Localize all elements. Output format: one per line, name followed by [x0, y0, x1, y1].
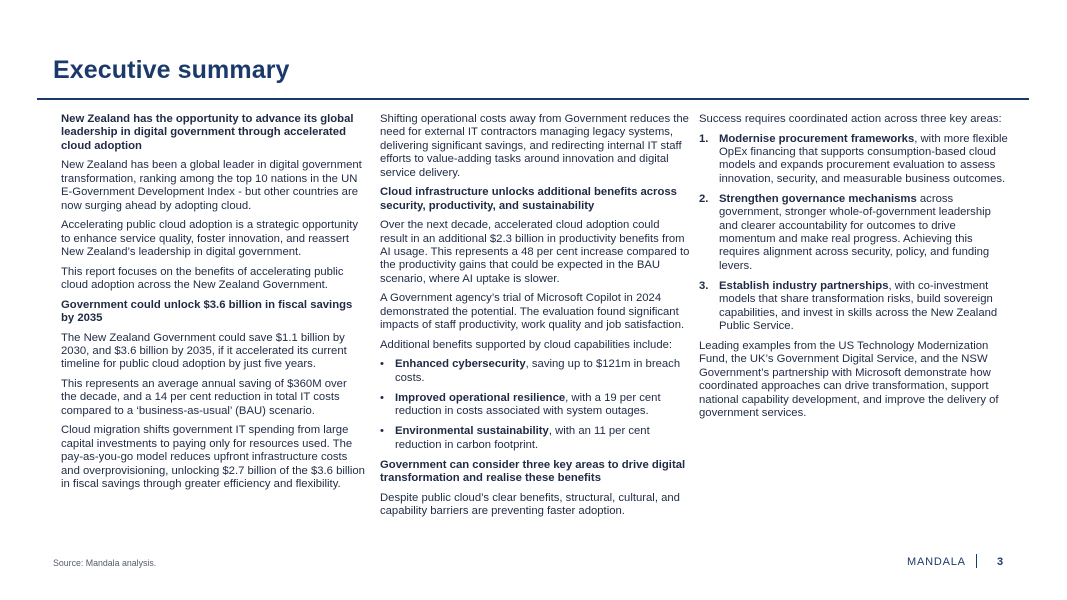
paragraph: This represents an average annual saving of $360M over the decade, and a 14 per cent reduction in total IT costs compared to a ‘business-as-usual’ (BAU) scenario.	[61, 378, 347, 417]
bullet-icon: •	[380, 391, 384, 404]
list-item	[699, 193, 1008, 273]
list-item-bold: Enhanced cybersecurity	[395, 358, 526, 371]
paragraph: Additional benefits supported by cloud capabilities include:	[380, 338, 673, 351]
list-item-text: , saving up to $121m in breach costs.	[395, 358, 681, 384]
bullet-icon: •	[380, 425, 384, 438]
list-item-number: 3.	[699, 279, 709, 292]
list-item-number: 2.	[699, 192, 709, 205]
list-item	[699, 133, 1008, 187]
title-divider	[37, 98, 1029, 100]
paragraph: This report focuses on the benefits of accelerating public cloud adoption across the New Zealand Government.	[61, 265, 344, 292]
section-heading: New Zealand has the opportunity to advance its global leadership in digital government through accelerated cloud adoption	[61, 113, 354, 152]
footer-divider	[976, 554, 977, 568]
benefits-list	[380, 358, 690, 452]
list-item-number: 1.	[699, 132, 709, 145]
paragraph: Leading examples from the US Technology Modernization Fund, the UK’s Government Digital Service, and the NSW Government’s partnership with Microsoft demonstrate how coordinated approaches can drive transformation, support national capability development, and improve the delivery of government services.	[699, 340, 999, 420]
paragraph: The New Zealand Government could save $1.1 billion by 2030, and $3.6 billion by 2035, if it accelerated its current timeline for public cloud adoption by just five years.	[61, 331, 347, 371]
column-1	[61, 113, 365, 498]
page-title: Executive summary	[53, 56, 290, 84]
list-item-bold: Establish industry partnerships	[719, 279, 889, 292]
list-item-text: , with more flexible OpEx financing that supports consumption-based cloud models and expands procurement evaluation to assess innovation, security, and measurable business outcomes.	[719, 132, 1008, 185]
list-item-text: , with co-investment models that share transformation risks, build sovereign capabilities, and invest in skills across the New Zealand Public Service.	[719, 279, 998, 333]
paragraph: A Government agency’s trial of Microsoft Copilot in 2024 demonstrated the potential. The evaluation found significant impacts of staff productivity, work quality and job satisfaction.	[380, 292, 685, 332]
list-item-bold: Strengthen governance mechanisms	[719, 192, 917, 205]
paragraph: New Zealand has been a global leader in digital government transformation, ranking among the top 10 nations in the UN E-Government Development Index - but other countries are now surging ahead by adopting cloud.	[61, 159, 362, 212]
column-3	[699, 113, 1008, 427]
paragraph: Shifting operational costs away from Government reduces the need for external IT contractors managing legacy systems, delivering significant savings, and redirecting internal IT staff efforts to value-adding tasks around innovation and digital service delivery.	[380, 113, 689, 179]
source-note: Source: Mandala analysis.	[53, 558, 157, 568]
page-number: 3	[997, 556, 1004, 568]
list-item-bold: Improved operational resilience	[395, 391, 566, 404]
list-item	[380, 392, 690, 419]
list-item-bold: Modernise procurement frameworks	[719, 132, 915, 145]
paragraph: Success requires coordinated action across three key areas:	[699, 113, 1002, 125]
list-item-bold: Environmental sustainability	[395, 425, 549, 438]
section-heading: Government can consider three key areas to drive digital transformation and realise these benefits	[380, 458, 686, 485]
section-heading: Cloud infrastructure unlocks additional benefits across security, productivity, and sustainability	[380, 186, 677, 212]
list-item	[380, 358, 690, 385]
list-item-text: , with an 11 per cent reduction in carbon footprint.	[395, 425, 650, 451]
list-item-text: across government, stronger whole-of-government leadership and clearer accountability for outcomes to drive momentum and make real progress. Achieving this requires alignment across security, policy, and funding levers.	[719, 192, 991, 272]
paragraph: Cloud migration shifts government IT spending from large capital investments to paying only for resources used. The pay-as-you-go model reduces upfront infrastructure costs and overprovisioning, unlocking $2.7 billion of the $3.6 billion in fiscal savings through greater efficiency and flexibility.	[61, 424, 365, 491]
list-item	[380, 425, 690, 452]
column-2	[380, 113, 690, 525]
section-heading: Government could unlock $3.6 billion in fiscal savings by 2035	[61, 298, 353, 325]
list-item	[699, 280, 1008, 334]
key-areas-list	[699, 133, 1008, 334]
list-item-text: , with a 19 per cent reduction in costs associated with system outages.	[395, 391, 661, 418]
paragraph: Over the next decade, accelerated cloud adoption could result in an additional $2.3 billion in productivity benefits from AI usage. This represents a 48 per cent increase compared to the productivity gains that could be expected in the BAU scenario, where AI uptake is slower.	[380, 219, 690, 285]
paragraph: Despite public cloud’s clear benefits, structural, cultural, and capability barriers are preventing faster adoption.	[380, 491, 680, 518]
brand-logo-text: MANDALA	[907, 556, 966, 568]
bullet-icon: •	[380, 358, 384, 371]
paragraph: Accelerating public cloud adoption is a strategic opportunity to enhance service quality, foster innovation, and reassert New Zealand’s leadership in digital government.	[61, 219, 359, 259]
